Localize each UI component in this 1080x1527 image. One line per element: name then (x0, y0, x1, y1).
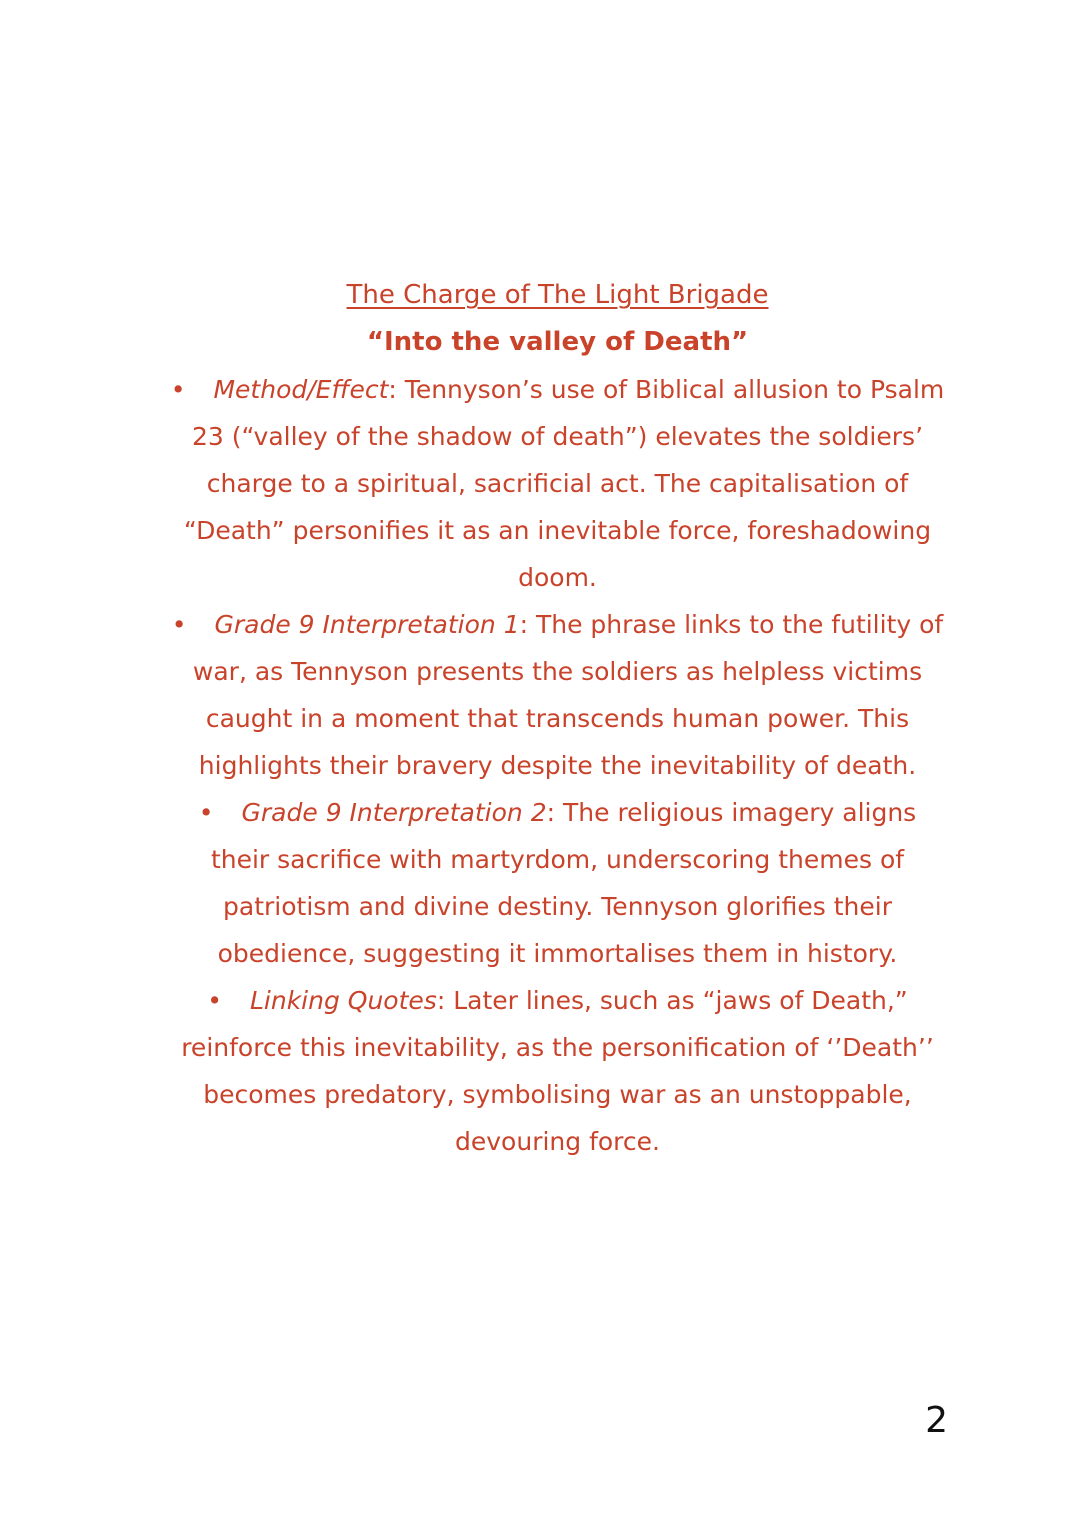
bullet-point-linking-quotes (170, 977, 945, 1165)
bullet-icon: • (170, 375, 186, 404)
point-text: : The religious imagery aligns their sacrifice with martyrdom, underscoring themes of patriotism and divine destiny. Tennyson glorifies their obedience, suggesting it immortalises them in history. (210, 798, 917, 968)
point-lead: Grade 9 Interpretation 1 (214, 610, 520, 639)
page-number: 2 (925, 1400, 948, 1441)
point-lead: Method/Effect (213, 375, 389, 404)
point-text: : Later lines, such as “jaws of Death,” reinforce this inevitability, as the personification of ‘’Death’’ becomes predatory, symbolising war as an unstoppable, devouring force. (181, 986, 934, 1156)
point-lead: Grade 9 Interpretation 2 (241, 798, 547, 827)
point-lead: Linking Quotes (249, 986, 437, 1015)
bullet-icon: • (198, 798, 214, 827)
bullet-point-interpretation-2 (170, 789, 945, 977)
key-quote: “Into the valley of Death” (366, 327, 749, 357)
document-body (170, 272, 945, 1165)
point-text: : The phrase links to the futility of war, as Tennyson presents the soldiers as helpless victims caught in a moment that transcends human power. This highlights their bravery despite the inevitability of death. (192, 610, 944, 780)
bullet-point-method-effect (170, 366, 945, 601)
point-text: : Tennyson’s use of Biblical allusion to Psalm 23 (“valley of the shadow of death”) elevates the soldiers’ charge to a spiritual, sacrificial act. The capitalisation of “Death” personifies it as an inevitable force, foreshadowing doom. (183, 375, 945, 592)
document-title: The Charge of The Light Brigade (346, 280, 769, 310)
bullet-point-interpretation-1 (170, 601, 945, 789)
bullet-icon: • (207, 986, 222, 1015)
bullet-icon: • (171, 610, 187, 639)
